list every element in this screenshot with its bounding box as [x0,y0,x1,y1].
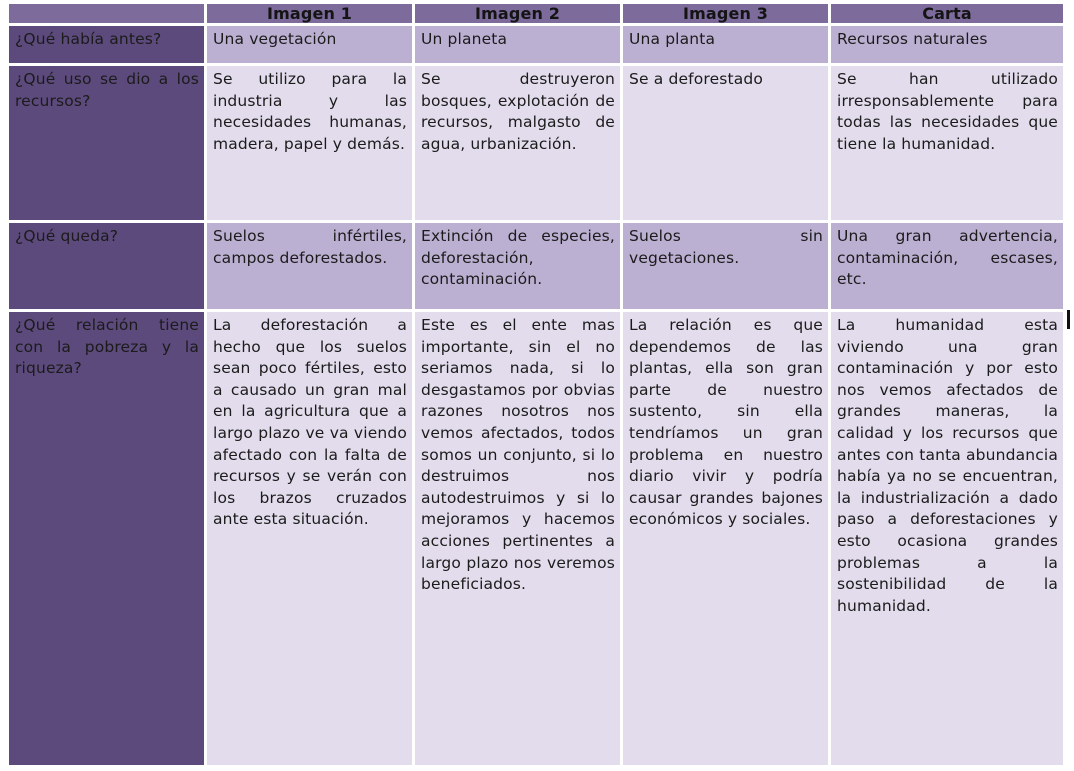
table-cell: Extinción de especies, deforestación, contaminación. [415,223,623,312]
comparison-table [9,4,1066,768]
table-cell: La humanidad esta viviendo una gran contaminación y por esto nos vemos afectados de grandes maneras, la calidad y los recursos que antes con tanta abundancia había ya no se encuentran, la industrialización a dado paso a deforestaciones y esto ocasiona grandes problemas a la sostenibilidad de la humanidad. [831,312,1066,768]
header-corner [9,4,207,26]
table-cell: Una gran advertencia, contaminación, escases, etc. [831,223,1066,312]
table-cell: Se utilizo para la industria y las necesidades humanas, madera, papel y demás. [207,66,415,223]
table-row [9,26,1066,66]
table-cell: Una vegetación [207,26,415,66]
table-cell: Un planeta [415,26,623,66]
header-imagen-1: Imagen 1 [207,4,415,26]
row-question: ¿Qué relación tiene con la pobreza y la riqueza? [9,312,207,768]
table-cell: Suelos infértiles, campos deforestados. [207,223,415,312]
text-cursor [1067,310,1070,329]
table-cell: Recursos naturales [831,26,1066,66]
header-imagen-2: Imagen 2 [415,4,623,26]
table-cell: Se a deforestado [623,66,831,223]
table-cell: La deforestación a hecho que los suelos sean poco fértiles, esto a causado un gran mal en la agricultura que a largo plazo ve va viendo afectado con la falta de recursos y se verán con los brazos cruzados ante esta situación. [207,312,415,768]
table-cell: Suelos sin vegetaciones. [623,223,831,312]
table-row [9,312,1066,768]
table-cell: Una planta [623,26,831,66]
row-question: ¿Qué había antes? [9,26,207,66]
header-carta: Carta [831,4,1066,26]
table-cell: La relación es que dependemos de las plantas, ella son gran parte de nuestro sustento, sin ella tendríamos un gran problema en nuestro diario vivir y podría causar grandes bajones económicos y sociales. [623,312,831,768]
header-imagen-3: Imagen 3 [623,4,831,26]
header-row [9,4,1066,26]
table-cell: Se han utilizado irresponsablemente para todas las necesidades que tiene la humanidad. [831,66,1066,223]
table-row [9,66,1066,223]
row-question: ¿Qué uso se dio a los recursos? [9,66,207,223]
table-cell: Se destruyeron bosques, explotación de recursos, malgasto de agua, urbanización. [415,66,623,223]
table-cell: Este es el ente mas importante, sin el no seriamos nada, si lo desgastamos por obvias razones nosotros nos vemos afectados, todos somos un conjunto, si lo destruimos nos autodestruimos y si lo mejoramos y hacemos acciones pertinentes a largo plazo nos veremos beneficiados. [415,312,623,768]
row-question: ¿Qué queda? [9,223,207,312]
table-row [9,223,1066,312]
